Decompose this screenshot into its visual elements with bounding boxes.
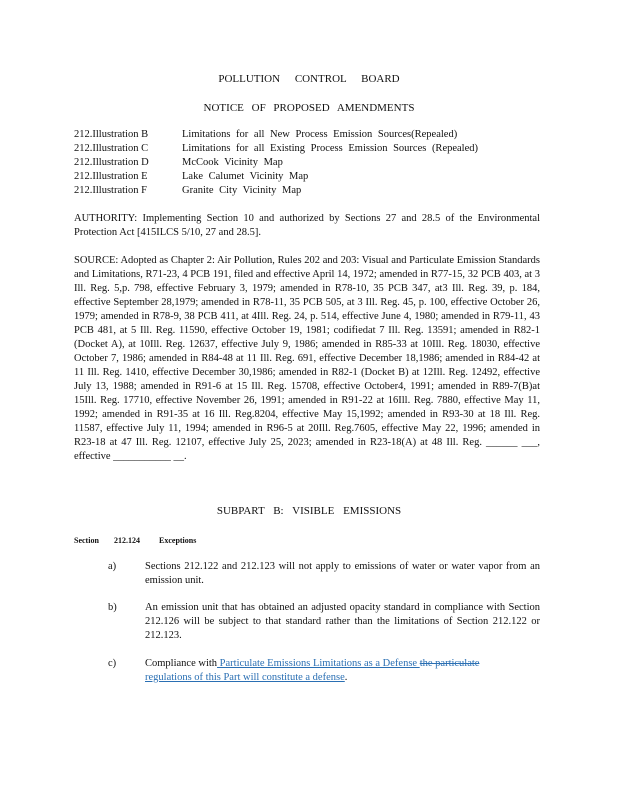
text-after: .: [344, 672, 348, 683]
inserted-text: Particulate Emissions Limitations as a Defense: [217, 658, 420, 669]
subsection-text: Sections 212.122 and 212.123 will not apply to emissions of water or water vapor from an emission unit.: [145, 561, 540, 586]
illustration-description: Limitations for all Existing Process Emission Sources (Repealed): [182, 143, 478, 154]
illustration-number: 212.Illustration F: [74, 185, 147, 196]
illustration-number: 212.Illustration E: [74, 171, 148, 182]
subsection-text: [145, 657, 540, 685]
section-name: Exceptions: [159, 536, 197, 545]
section-heading: [74, 534, 196, 548]
illustrations-list: [74, 128, 554, 198]
list-item: [74, 128, 554, 142]
subsection-a: [108, 560, 540, 588]
list-item: [74, 156, 554, 170]
list-item: [74, 170, 554, 184]
illustration-number: 212.Illustration B: [74, 129, 149, 140]
text-before: Compliance with: [145, 658, 218, 669]
section-number: 212.124: [114, 536, 140, 545]
subsection-label: c): [108, 658, 117, 669]
board-title: POLLUTION CONTROL BOARD: [218, 73, 400, 85]
notice-title: NOTICE OF PROPOSED AMENDMENTS: [203, 102, 415, 114]
illustration-description: Lake Calumet Vicinity Map: [182, 171, 309, 182]
deleted-text: the particulate: [419, 658, 480, 669]
authority-note: AUTHORITY: Implementing Section 10 and authorized by Sections 27 and 28.5 of the Environmental Protection Act [415ILCS 5/10, 27 and 28.5].: [74, 213, 540, 238]
subsection-c: [108, 657, 540, 685]
list-item: [74, 184, 554, 198]
illustration-description: Granite City Vicinity Map: [182, 185, 302, 196]
inserted-text: regulations of this Part will constitute a defense: [145, 672, 345, 683]
source-note: SOURCE: Adopted as Chapter 2: Air Pollution, Rules 202 and 203: Visual and Particulate Emission Standards and Limitations, R71-23, 4 PCB 191, filed and effective April 14, 1972; amended in R77-15, 32 PCB 403, at 3 Ill. Reg. 5,p. 798, effective February 3, 1979; amended in R78-10, 35 PCB 347, at3 Ill. Reg. 39, p. 184, effective September 28,1979; amended in R78-11, 35 PCB 505, at 3 Ill. Reg. 45, p. 100, effective October 26, 1979; amended in R78-9, 38 PCB 411, at 4Ill. Reg. 24, p. 514, effective June 4, 1980; amended in R79-11, 43 PCB 481, at 5 Ill. Reg. 11590, effective October 19, 1981; codifiedat 7 Ill. Reg. 13591; amended in R82-1 (Docket A), at 10Ill. Reg. 12637, effective July 9, 1986; amended in R85-33 at 10Ill. Reg. 18030, effective October 7, 1986; amended in R84-48 at 11 Ill. Reg. 691, effective December 18,1986; amended in R84-42 at 11 Ill. Reg. 1410, effective December 30,1986; amended in R82-1 (Docket B) at 12Ill. Reg. 12492, effective July 13, 1988; amended in R91-6 at 15 Ill. Reg. 15708, effective October4, 1991; amended in R89-7(B)at 15Ill. Reg. 17710, effective November 26, 1991; amended in R91-22 at 16Ill. Reg. 7880, effective May 11, 1992; amended in R91-35 at 16 Ill. Reg.8204, effective May 15,1992; amended in R93-30 at 18 Ill. Reg. 11587, effective July 11, 1994; amended in R96-5 at 20Ill. Reg.7605, effective May 22, 1996; amended in R23-18 at 47 Ill. Reg. 12107, effective July 25, 2023; amended in R23-18(A) at 48 Ill. Reg. ______ ___, effective ___________ __.: [74, 255, 540, 462]
illustration-number: 212.Illustration C: [74, 143, 149, 154]
subsection-label: a): [108, 561, 117, 572]
section-label: Section: [74, 536, 99, 545]
subsection-text: An emission unit that has obtained an adjusted opacity standard in compliance with Section 212.126 will be subject to that standard rather than the limitations of Section 212.122 or 212.123.: [145, 602, 540, 641]
subpart-heading: SUBPART B: VISIBLE EMISSIONS: [216, 505, 402, 517]
illustration-number: 212.Illustration D: [74, 157, 149, 168]
subsection-label: b): [108, 602, 117, 613]
illustration-description: Limitations for all New Process Emission Sources(Repealed): [182, 129, 458, 140]
list-item: [74, 142, 554, 156]
subsection-b: [108, 601, 540, 643]
illustration-description: McCook Vicinity Map: [182, 157, 283, 168]
